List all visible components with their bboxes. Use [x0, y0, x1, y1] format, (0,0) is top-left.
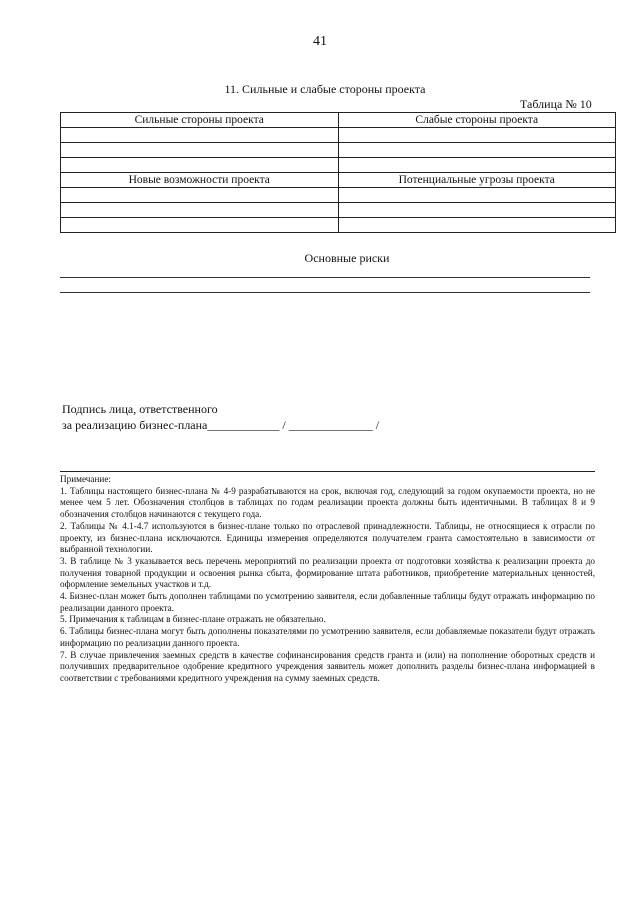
- table-cell: [61, 158, 339, 173]
- table-cell: [61, 203, 339, 218]
- notes: [60, 474, 595, 685]
- strengths-header: Сильные стороны проекта: [61, 113, 339, 128]
- signature-line-1: Подпись лица, ответственного: [62, 402, 218, 416]
- table-row: [61, 218, 616, 233]
- table-row: [61, 158, 616, 173]
- risk-line: [60, 277, 590, 278]
- risks-title: Основные риски: [304, 251, 390, 265]
- table-row: [61, 173, 616, 188]
- table-row: [61, 188, 616, 203]
- table-cell: [338, 218, 616, 233]
- table-cell: [61, 188, 339, 203]
- signature-line-2: за реализацию бизнес-плана____________ / ______________ /: [62, 418, 380, 432]
- note-item: 2. Таблицы № 4.1-4.7 используются в бизнес-плане только по отраслевой принадлежности. Таблицы, не относящиеся к отрасли по проекту, из бизнес-плана исключаются. Единицы измерения определяются получателем гранта самостоятельно в зависимости от выбранной технологии.: [60, 520, 595, 555]
- threats-header: Потенциальные угрозы проекта: [338, 173, 616, 188]
- table-cell: [338, 128, 616, 143]
- table-row: [61, 143, 616, 158]
- table-cell: [338, 143, 616, 158]
- page-number: 41: [313, 34, 327, 49]
- risk-line: [60, 292, 590, 293]
- swot-table: [60, 112, 616, 233]
- note-item: 3. В таблице № 3 указывается весь перечень мероприятий по реализации проекта от подготовки хозяйства к реализации проекта до получения товарной продукции и освоения рынка сбыта, формирование штата работников, приобретение материальных ценностей, оформление земельных участков и т.д.: [60, 555, 595, 590]
- table-cell: [338, 203, 616, 218]
- table-row: [61, 128, 616, 143]
- weaknesses-header: Слабые стороны проекта: [338, 113, 616, 128]
- table-label: Таблица № 10: [520, 97, 592, 111]
- table-cell: [61, 143, 339, 158]
- opportunities-header: Новые возможности проекта: [61, 173, 339, 188]
- note-item: 6. Таблицы бизнес-плана могут быть дополнены показателями по усмотрению заявителя, если добавляемые показатели будут отражать информацию по реализации данного проекта.: [60, 626, 595, 648]
- table-cell: [61, 218, 339, 233]
- table-row: [61, 203, 616, 218]
- note-item: 4. Бизнес-план может быть дополнен таблицами по усмотрению заявителя, если добавленные таблицы будут отражать информацию по реализации данного проекта.: [60, 591, 595, 613]
- section-title: 11. Сильные и слабые стороны проекта: [224, 82, 426, 96]
- notes-divider: [60, 471, 595, 472]
- table-cell: [338, 158, 616, 173]
- table-cell: [61, 128, 339, 143]
- note-item: 7. В случае привлечения заемных средств в качестве софинансирования средств гранта и (или) на пополнение оборотных средств и получивших предварительное одобрение кредитного учреждения заявитель может дополнить разделы бизнес-плана информацией в соответствии с требованиями кредитного учреждения на сумму заемных средств.: [60, 649, 595, 683]
- note-item: 1. Таблицы настоящего бизнес-плана № 4-9 разрабатываются на срок, включая год, следующий за годом окупаемости проекта, но не менее чем 5 лет. Обозначения столбцов в таблицах по годам реализации проекта должны быть идентичными. В таблицах 8 и 9 обозначения столбцов начинаются с текущего года.: [60, 485, 595, 520]
- table-cell: [338, 188, 616, 203]
- notes-heading: Примечание:: [60, 474, 111, 484]
- signature-block: [62, 401, 379, 433]
- table-row: [61, 113, 616, 128]
- note-item: 5. Примечания к таблицам в бизнес-плане отражать не обязательно.: [60, 614, 326, 625]
